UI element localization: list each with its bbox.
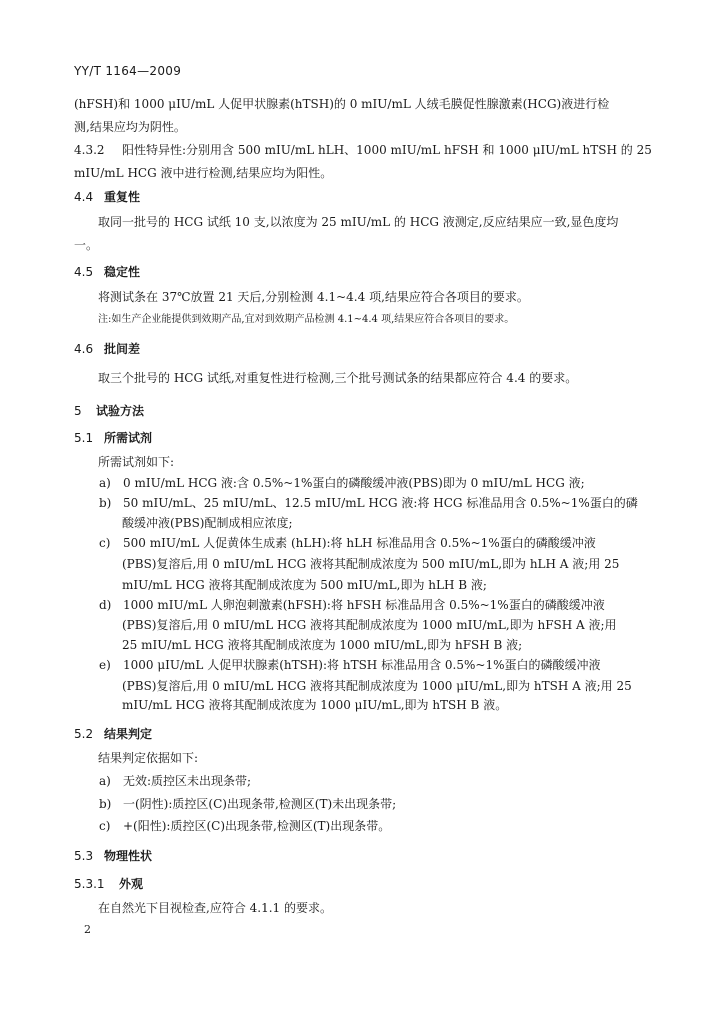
list-text: 0 mIU/mL HCG 液:含 0.5%~1%蛋白的磷酸缓冲液(PBS)即为 0 mIU/mL HCG 液; (123, 476, 585, 490)
section-title: 重复性 (104, 190, 141, 204)
section-number: 5 (74, 404, 82, 418)
list-continuation: mIU/mL HCG 液将其配制成浓度为 1000 μIU/mL,即为 hTSH B 液。 (122, 698, 508, 712)
list-text: 500 mIU/mL 人促黄体生成素 (hLH):将 hLH 标准品用含 0.5%~1%蛋白的磷酸缓冲液 (123, 536, 596, 550)
list-continuation: 25 mIU/mL HCG 液将其配制成浓度为 1000 mIU/mL,即为 hFSH B 液; (122, 638, 523, 652)
section-heading-5-3-1 (74, 876, 143, 892)
list-text: 50 mIU/mL、25 mIU/mL、12.5 mIU/mL HCG 液:将 HCG 标准品用含 0.5%~1%蛋白的磷 (123, 496, 638, 510)
list-text: 一(阴性):质控区(C)出现条带,检测区(T)未出现条带; (123, 797, 397, 811)
paragraph-line: (hFSH)和 1000 μIU/mL 人促甲状腺素(hTSH)的 0 mIU/mL 人绒毛膜促性腺激素(HCG)液进行检 (74, 97, 610, 111)
list-item-a (99, 475, 585, 491)
list-text: +(阳性):质控区(C)出现条带,检测区(T)出现条带。 (123, 819, 391, 833)
list-item-a (99, 773, 251, 789)
section-title: 批间差 (104, 342, 141, 356)
section-number: 5.2 (74, 727, 94, 741)
list-continuation: (PBS)复溶后,用 0 mIU/mL HCG 液将其配制成浓度为 500 mIU/mL,即为 hLH A 液;用 25 (122, 557, 620, 571)
page-number: 2 (84, 923, 91, 936)
paragraph-line: 取同一批号的 HCG 试纸 10 支,以浓度为 25 mIU/mL 的 HCG 液测定,反应结果应一致,显色度均 (98, 215, 619, 229)
clause-text: 阳性特异性:分别用含 500 mIU/mL hLH、1000 mIU/mL hFSH 和 1000 μIU/mL hTSH 的 25 (122, 143, 652, 157)
paragraph-line: mIU/mL HCG 液中进行检测,结果应均为阳性。 (74, 166, 333, 180)
list-item-c (99, 818, 390, 834)
list-label: e) (99, 658, 111, 672)
paragraph-line: 一。 (74, 238, 99, 252)
section-number: 4.5 (74, 265, 94, 279)
list-label: c) (99, 819, 111, 833)
clause-number: 4.3.2 (74, 143, 105, 157)
section-title: 外观 (119, 877, 144, 891)
list-label: b) (99, 496, 112, 510)
section-heading-4-6 (74, 341, 140, 357)
paragraph-line: 测,结果应均为阴性。 (74, 120, 186, 134)
list-item-b (99, 796, 396, 812)
list-text: 无效:质控区未出现条带; (123, 774, 252, 788)
section-title: 试验方法 (96, 404, 145, 418)
section-number: 5.3 (74, 849, 94, 863)
paragraph-line: 将测试条在 37℃放置 21 天后,分别检测 4.1~4.4 项,结果应符合各项目的要求。 (98, 290, 529, 304)
section-heading-5-1 (74, 430, 152, 446)
note: 注:如生产企业能提供到效期产品,宜对到效期产品检测 4.1~4.4 项,结果应符合各项目的要求。 (98, 314, 515, 325)
paragraph-line: 结果判定依据如下: (98, 751, 199, 765)
list-item-b (99, 495, 638, 511)
paragraph-line: 所需试剂如下: (98, 455, 175, 469)
section-heading-4-5 (74, 264, 140, 280)
list-item-c (99, 535, 596, 551)
list-text: 1000 mIU/mL 人卵泡刺激素(hFSH):将 hFSH 标准品用含 0.5%~1%蛋白的磷酸缓冲液 (123, 598, 605, 612)
list-continuation: (PBS)复溶后,用 0 mIU/mL HCG 液将其配制成浓度为 1000 μIU/mL,即为 hTSH A 液;用 25 (122, 679, 632, 693)
list-label: d) (99, 598, 112, 612)
list-continuation: (PBS)复溶后,用 0 mIU/mL HCG 液将其配制成浓度为 1000 mIU/mL,即为 hFSH A 液;用 (122, 618, 617, 632)
section-heading-5-3 (74, 848, 152, 864)
section-title: 稳定性 (104, 265, 141, 279)
list-label: c) (99, 536, 111, 550)
section-title: 结果判定 (104, 727, 153, 741)
section-number: 4.4 (74, 190, 94, 204)
section-number: 4.6 (74, 342, 94, 356)
section-number: 5.3.1 (74, 877, 105, 891)
paragraph-line: 取三个批号的 HCG 试纸,对重复性进行检测,三个批号测试条的结果都应符合 4.4 的要求。 (98, 371, 578, 385)
paragraph-line: 在自然光下目视检查,应符合 4.1.1 的要求。 (98, 901, 332, 915)
list-text: 1000 μIU/mL 人促甲状腺素(hTSH):将 hTSH 标准品用含 0.5%~1%蛋白的磷酸缓冲液 (123, 658, 601, 672)
list-item-e (99, 657, 600, 673)
list-item-d (99, 597, 605, 613)
list-label: b) (99, 797, 112, 811)
section-heading-5 (74, 403, 144, 419)
section-title: 所需试剂 (104, 431, 153, 445)
list-continuation: 酸缓冲液(PBS)配制成相应浓度; (122, 516, 293, 530)
clause-4-3-2 (74, 142, 652, 158)
standard-code-header: YY/T 1164—2009 (74, 64, 182, 78)
list-continuation: mIU/mL HCG 液将其配制成浓度为 500 mIU/mL,即为 hLH B 液; (122, 578, 487, 592)
section-heading-5-2 (74, 726, 152, 742)
list-label: a) (99, 774, 111, 788)
section-number: 5.1 (74, 431, 94, 445)
list-label: a) (99, 476, 111, 490)
section-title: 物理性状 (104, 849, 153, 863)
section-heading-4-4 (74, 189, 140, 205)
